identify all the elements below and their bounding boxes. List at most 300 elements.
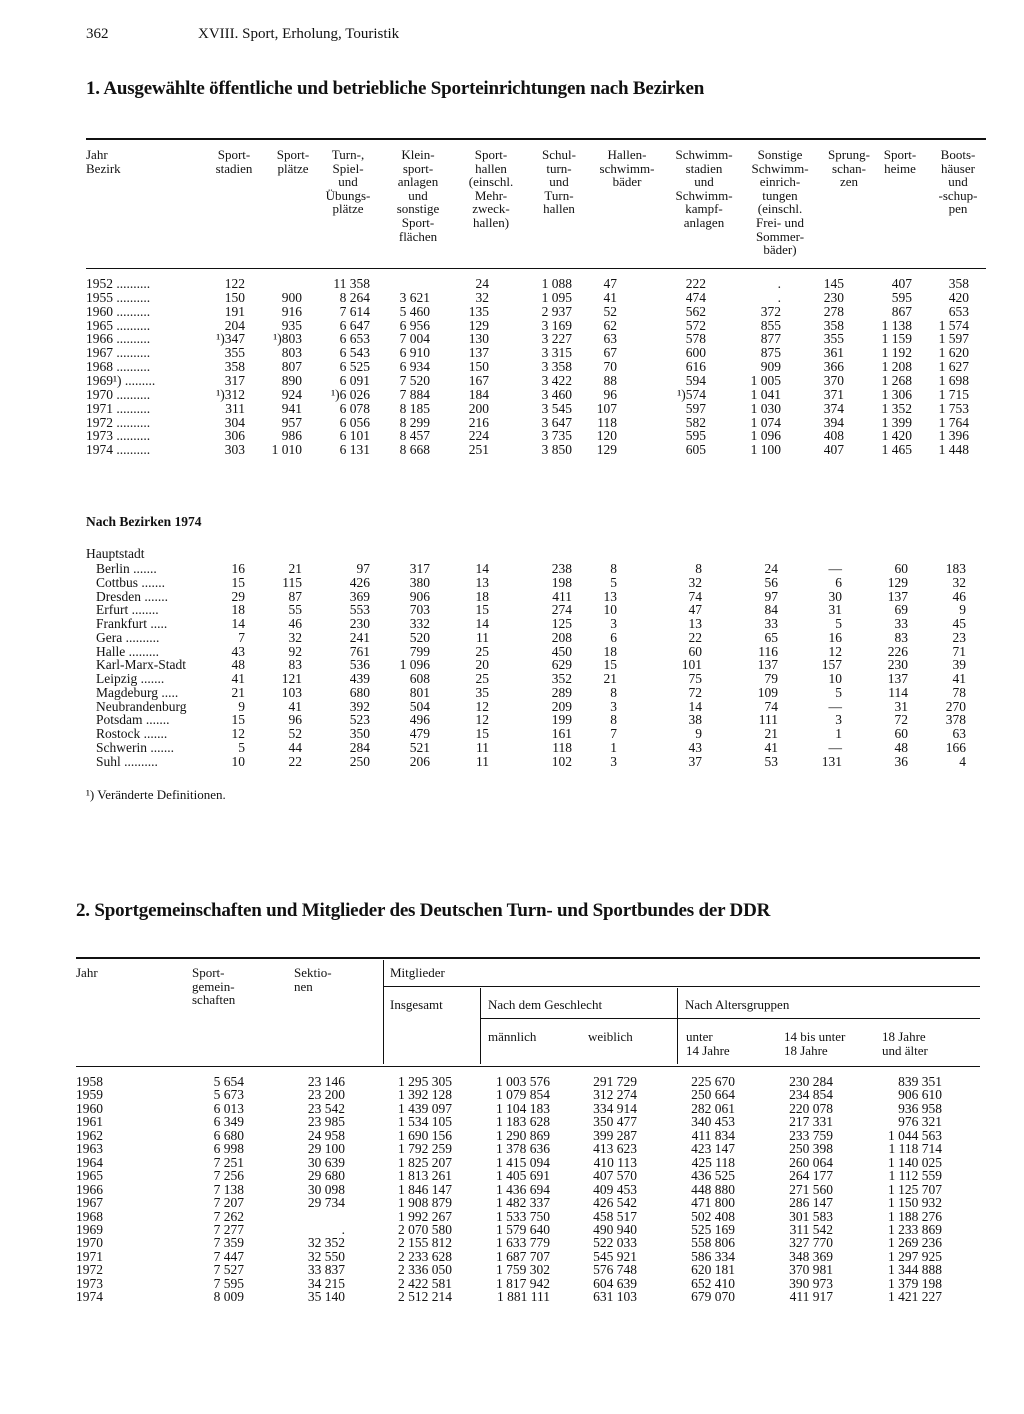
t2-row-year: 1964 — [76, 1154, 103, 1170]
t2-cell: 225 670 — [691, 1074, 735, 1089]
t1-year-cell: 8 668 — [399, 442, 430, 458]
t2-cell: 220 078 — [789, 1100, 833, 1116]
t1-year-cell: 803 — [281, 345, 302, 361]
t1-year-cell: 7 884 — [399, 386, 430, 402]
t1-bezirk-cell: 392 — [349, 698, 370, 714]
t1-year-cell: 118 — [597, 414, 617, 430]
t1-year-cell: 924 — [281, 386, 302, 402]
t1-bezirk-cell: 15 — [603, 657, 617, 673]
t2-vline-3 — [677, 988, 678, 1064]
t2-cell: 340 453 — [691, 1114, 735, 1130]
t1-year-cell: 572 — [685, 317, 706, 333]
t1-year-cell: 122 — [224, 276, 245, 291]
t1-year-cell: 358 — [948, 276, 969, 291]
t1-year-cell: 200 — [468, 400, 489, 416]
t1-bezirk-cell: 97 — [764, 588, 778, 604]
t1-year-cell: 374 — [823, 400, 844, 416]
t1-bezirk-cell: 53 — [764, 753, 778, 769]
t2-row-year: 1970 — [76, 1235, 103, 1251]
t2-cell: 7 207 — [213, 1195, 244, 1211]
t1-bezirk-cell: — — [828, 698, 842, 714]
t1-bezirk-cell: 11 — [476, 753, 489, 769]
t2-cell: 1 079 854 — [496, 1087, 550, 1103]
t2-cell: 1 687 707 — [496, 1248, 550, 1264]
t2-cell: 32 352 — [307, 1235, 345, 1251]
t2-cell: 1 908 879 — [398, 1195, 452, 1211]
t1-year-cell: . — [777, 276, 781, 291]
table2-title: 2. Sportgemeinschaften und Mitglieder des Deutschen Turn- und Sportbundes der DDR — [76, 900, 771, 921]
t2-cell: 230 284 — [789, 1074, 833, 1089]
t1-year-cell: 70 — [603, 359, 617, 375]
t1-bezirk-cell: 48 — [231, 657, 245, 673]
t1-year-cell: 361 — [823, 345, 844, 361]
t1-bezirk-cell: 11 — [476, 629, 489, 645]
t1-year-row-label: 1973 .......... — [86, 429, 151, 444]
t1-bezirk-cell: 15 — [475, 726, 489, 741]
t1-year-cell: 1 465 — [881, 442, 912, 458]
t1-bezirk-cell: 32 — [952, 574, 966, 590]
t1-bezirk-cell: 29 — [231, 588, 245, 604]
t1-bezirk-cell: 199 — [551, 712, 572, 728]
t1-bezirk-row-label: Gera .......... — [96, 630, 160, 645]
t1-year-cell: 941 — [281, 400, 302, 416]
table2-header-rule — [76, 1066, 980, 1067]
t1-year-cell: 184 — [468, 386, 489, 402]
t2-cell: 250 398 — [789, 1141, 833, 1157]
t2-cell: 471 800 — [691, 1195, 735, 1211]
t2-cell: 7 277 — [213, 1221, 244, 1237]
t1-bezirk-cell: 83 — [288, 657, 302, 673]
t2-cell: 2 336 050 — [398, 1262, 452, 1278]
t1-year-cell: 6 647 — [339, 317, 370, 333]
t2-cell: 7 251 — [213, 1154, 244, 1170]
t1-bezirk-cell: 241 — [349, 629, 370, 645]
t1-year-cell: 145 — [823, 276, 844, 291]
t1-bezirk-cell: 43 — [231, 643, 245, 659]
t1-bezirk-cell: 352 — [551, 671, 572, 686]
t1-bezirk-cell: 72 — [688, 684, 702, 700]
t1-year-cell: 875 — [760, 345, 781, 361]
t2-cell: 24 958 — [307, 1127, 345, 1143]
t2-row-year: 1966 — [76, 1181, 103, 1197]
t2-cell: 7 527 — [213, 1262, 244, 1278]
t2-cell: 1 421 227 — [888, 1289, 942, 1305]
t1-year-cell: 408 — [823, 428, 844, 444]
t1-year-cell: 900 — [281, 289, 302, 305]
t1-bezirk-cell: 15 — [231, 574, 245, 590]
t1-year-cell: 41 — [603, 289, 617, 305]
t1-bezirk-cell: 46 — [288, 616, 302, 631]
t2-cell: 1 392 128 — [398, 1087, 452, 1103]
t1-bezirk-cell: 504 — [409, 698, 430, 714]
t2-vline-1 — [383, 960, 384, 1064]
t2-cell: 631 103 — [593, 1289, 637, 1305]
t2-cell: 1 792 259 — [398, 1141, 452, 1157]
t2-row-year: 1962 — [76, 1127, 103, 1143]
t1-bezirk-cell: 1 096 — [399, 657, 430, 673]
t1-bezirk-cell: 274 — [551, 602, 572, 618]
t1-bezirk-cell: 289 — [551, 684, 572, 700]
t2-cell: 576 748 — [593, 1262, 637, 1278]
t2-cell: 23 146 — [307, 1074, 345, 1089]
t2-cell: 8 009 — [213, 1289, 244, 1305]
t1-bezirk-cell: 608 — [409, 671, 430, 686]
t1-year-row-label: 1974 .......... — [86, 443, 151, 458]
t2-cell: 976 321 — [898, 1114, 942, 1130]
t1-bezirk-cell: 226 — [887, 643, 908, 659]
t1-bezirk-cell: 6 — [610, 629, 617, 645]
t1-year-cell: 67 — [603, 345, 617, 361]
running-header: XVIII. Sport, Erholung, Touristik — [198, 26, 400, 42]
t1-bezirk-cell: 21 — [603, 671, 617, 686]
t1-bezirk-cell: 521 — [409, 739, 430, 755]
t2-cell: 2 070 580 — [398, 1221, 452, 1237]
t2-cell: 301 583 — [789, 1208, 833, 1224]
t1-bezirk-row-label: Potsdam ....... — [96, 713, 170, 728]
t1-bezirk-cell: 65 — [764, 629, 778, 645]
t1-bezirk-cell: 74 — [688, 588, 702, 604]
t1-bezirk-cell: 9 — [695, 726, 702, 741]
t1-bezirk-cell: 1 — [835, 726, 842, 741]
t2-cell: 1 881 111 — [497, 1289, 550, 1305]
t1-year-cell: 1 399 — [881, 414, 912, 430]
t1-bezirk-cell: 83 — [894, 629, 908, 645]
t2-cell: 1 118 714 — [888, 1141, 942, 1157]
t2-cell: 7 262 — [213, 1208, 244, 1224]
t1-year-cell: 1 095 — [541, 289, 572, 305]
t1-bezirk-row-label: Schwerin ....... — [96, 740, 174, 755]
t1-bezirk-cell: 553 — [349, 602, 370, 618]
t2-cell: 2 512 214 — [398, 1289, 452, 1305]
t1-col-header-1: Sport- stadien — [215, 147, 253, 176]
t1-year-cell: 594 — [685, 372, 706, 388]
t1-bezirk-cell: 284 — [349, 739, 370, 755]
t1-bezirk-cell: 14 — [475, 616, 489, 631]
t1-bezirk-cell: 5 — [835, 616, 842, 631]
t1-bezirk-row-label: Halle ......... — [96, 644, 159, 659]
t1-bezirk-row-label: Rostock ....... — [96, 727, 168, 741]
t1-bezirk-cell: 22 — [688, 629, 702, 645]
t1-bezirk-cell: 44 — [288, 739, 302, 755]
t2-cell: 522 033 — [593, 1235, 637, 1251]
t1-bezirk-cell: 426 — [349, 574, 370, 590]
t1-bezirk-cell: 12 — [828, 643, 842, 659]
t1-year-cell: 3 735 — [541, 428, 572, 444]
t1-year-cell: 595 — [685, 428, 706, 444]
t1-bezirk-cell: 479 — [409, 726, 430, 741]
t2-cell: 1 534 105 — [398, 1114, 452, 1130]
t1-year-cell: ¹)312 — [216, 386, 245, 402]
t1-year-cell: 855 — [760, 317, 781, 333]
t1-col-header-7: Hallen- schwimm- bäder — [599, 147, 655, 190]
t2-cell: 411 834 — [691, 1127, 735, 1143]
t2-cell: 458 517 — [593, 1208, 637, 1224]
t2-cell: 370 981 — [789, 1262, 833, 1278]
t2-cell: 1 405 691 — [496, 1168, 550, 1184]
t1-bezirk-cell: 18 — [603, 643, 617, 659]
t2-col-unter14: unter 14 Jahre — [686, 1029, 730, 1058]
t1-year-cell: 303 — [224, 442, 245, 458]
t2-cell: 1 183 628 — [496, 1114, 550, 1130]
t1-year-cell: 6 934 — [399, 359, 430, 375]
t1-bezirk-row-label: Karl-Marx-Stadt — [96, 658, 186, 673]
t1-year-cell: 8 457 — [399, 428, 430, 444]
t1-year-cell: 224 — [468, 428, 489, 444]
t1-year-cell: 304 — [224, 414, 245, 430]
t1-col-header-5: Sport- hallen (einschl. Mehr- zweck- hallen) — [468, 147, 514, 230]
t1-year-cell: 1 448 — [938, 442, 969, 458]
t1-bezirk-cell: 5 — [238, 739, 245, 755]
t1-year-cell: 3 422 — [541, 372, 572, 388]
t1-year-cell: 371 — [823, 386, 844, 402]
t1-bezirk-cell: 46 — [952, 588, 966, 604]
t2-vline-2 — [480, 988, 481, 1064]
t1-bezirk-cell: 101 — [681, 657, 702, 673]
t1-bezirk-cell: 37 — [688, 753, 702, 769]
t1-bezirk-cell: 41 — [764, 739, 778, 755]
t2-cell: 413 623 — [593, 1141, 637, 1157]
t1-bezirk-cell: 439 — [349, 671, 370, 686]
t2-cell: 2 422 581 — [398, 1275, 452, 1291]
t1-bezirk-cell: 906 — [409, 588, 430, 604]
t2-cell: 334 914 — [593, 1100, 637, 1116]
t2-cell: 29 100 — [307, 1141, 345, 1157]
t2-cell: 1 533 750 — [496, 1208, 550, 1224]
t2-cell: 1 817 942 — [496, 1275, 550, 1291]
t1-year-cell: 605 — [685, 442, 706, 458]
t1-bezirk-row-label: Frankfurt ..... — [96, 617, 168, 631]
t2-cell: 1 846 147 — [398, 1181, 452, 1197]
t1-year-cell: 6 078 — [339, 400, 370, 416]
page-number: 362 — [86, 26, 109, 42]
t1-year-cell: 3 647 — [541, 414, 572, 430]
t1-bezirk-cell: 97 — [356, 561, 370, 576]
t1-year-cell: 578 — [685, 331, 706, 347]
t1-year-cell: 407 — [823, 442, 844, 458]
t1-year-cell: 1 030 — [750, 400, 781, 416]
t2-cell: 1 992 267 — [398, 1208, 452, 1224]
t2-cell: 410 113 — [593, 1154, 637, 1170]
t1-bezirk-cell: — — [828, 739, 842, 755]
t2-cell: 33 837 — [307, 1262, 345, 1278]
t2-cell: 407 570 — [593, 1168, 637, 1184]
t1-year-cell: 317 — [224, 372, 245, 388]
hauptstadt-label: Hauptstadt — [86, 546, 145, 561]
t2-row-year: 1969 — [76, 1221, 103, 1237]
t1-bezirk-cell: 72 — [894, 712, 908, 728]
t1-year-cell: 88 — [603, 372, 617, 388]
t1-bezirk-cell: 411 — [552, 588, 572, 604]
t1-year-cell: 6 956 — [399, 317, 430, 333]
t1-year-cell: 24 — [475, 276, 489, 291]
t1-col-header-4: Klein- sport- anlagen und sonstige Sport- flächen — [396, 147, 440, 244]
t1-bezirk-cell: 3 — [610, 698, 617, 714]
t2-col-nach-geschlecht: Nach dem Geschlecht — [488, 997, 603, 1012]
t1-year-cell: 11 358 — [333, 276, 370, 291]
t1-bezirk-row-label: Berlin ....... — [96, 562, 157, 576]
t2-cell: 312 274 — [593, 1087, 637, 1103]
t1-bezirk-cell: 206 — [409, 753, 430, 769]
t1-year-cell: ¹)574 — [677, 386, 706, 402]
t1-bezirk-cell: 12 — [475, 698, 489, 714]
t1-year-cell: 167 — [468, 372, 489, 388]
t1-bezirk-cell: 75 — [688, 671, 702, 686]
t2-cell: 525 169 — [691, 1221, 735, 1237]
t2-cell: 620 181 — [691, 1262, 735, 1278]
t1-year-cell: 600 — [685, 345, 706, 361]
t1-bezirk-cell: 137 — [887, 588, 908, 604]
t1-bezirk-cell: 3 — [835, 712, 842, 728]
t1-bezirk-row-label: Dresden ....... — [96, 589, 168, 604]
t1-year-cell: 1 208 — [881, 359, 912, 375]
t1-bezirk-cell: 52 — [288, 726, 302, 741]
t2-cell: 234 854 — [789, 1087, 833, 1103]
t1-bezirk-cell: 166 — [945, 739, 966, 755]
t2-cell: 1 690 156 — [398, 1127, 452, 1143]
t1-col-header-8: Schwimm- stadien und Schwimm- kampf- anlagen — [675, 147, 733, 230]
t2-cell: 7 256 — [213, 1168, 244, 1184]
t1-year-cell: 867 — [891, 303, 912, 319]
t1-bezirk-cell: 35 — [475, 684, 489, 700]
t1-year-cell: 3 460 — [541, 386, 572, 402]
t1-year-cell: 3 169 — [541, 317, 572, 333]
t1-bezirk-row-label: Erfurt ........ — [96, 603, 159, 618]
t2-cell: 327 770 — [789, 1235, 833, 1251]
t1-year-row-label: 1971 .......... — [86, 401, 151, 416]
table1-top-rule — [86, 138, 986, 140]
t2-cell: 679 070 — [691, 1289, 735, 1305]
t1-bezirk-cell: 43 — [688, 739, 702, 755]
t1-bezirk-cell: 380 — [409, 574, 430, 590]
t1-bezirk-cell: 629 — [551, 657, 572, 673]
t1-bezirk-cell: 121 — [281, 671, 302, 686]
t1-year-cell: ¹)6 026 — [331, 386, 370, 402]
t2-cell: 558 806 — [691, 1235, 735, 1251]
t2-cell: 545 921 — [593, 1248, 637, 1264]
t1-bezirk-cell: 6 — [835, 574, 842, 590]
t1-bezirk-cell: 21 — [764, 726, 778, 741]
t1-year-cell: 358 — [823, 317, 844, 333]
t1-bezirk-cell: 114 — [888, 684, 908, 700]
t2-cell: 1 233 869 — [888, 1221, 942, 1237]
t1-bezirk-cell: 230 — [887, 657, 908, 673]
t1-year-cell: 957 — [281, 414, 302, 430]
t2-cell: 436 525 — [691, 1168, 735, 1184]
t2-cell: 30 639 — [307, 1154, 345, 1170]
t1-year-cell: 370 — [823, 372, 844, 388]
t1-year-cell: 1 074 — [750, 414, 781, 430]
t1-bezirk-cell: 15 — [475, 602, 489, 618]
t1-bezirk-cell: 18 — [231, 602, 245, 618]
t1-year-cell: 1 627 — [938, 359, 969, 375]
t2-cell: 6 013 — [213, 1100, 244, 1116]
t2-cell: 5 673 — [213, 1087, 244, 1103]
t1-bezirk-cell: 5 — [835, 684, 842, 700]
t1-bezirk-cell: 31 — [828, 602, 842, 618]
t1-year-cell: 653 — [948, 303, 969, 319]
t2-cell: 260 064 — [789, 1154, 833, 1170]
table1-header-rule — [86, 268, 986, 269]
t1-year-cell: 877 — [760, 331, 781, 347]
t1-year-cell: 562 — [685, 303, 706, 319]
t1-bezirk-row-label: Suhl .......... — [96, 754, 158, 769]
t1-bezirk-cell: 332 — [409, 616, 430, 631]
t1-bezirk-cell: 78 — [952, 684, 966, 700]
t2-cell: 264 177 — [789, 1168, 833, 1184]
t2-row-year: 1960 — [76, 1100, 103, 1116]
t1-bezirk-cell: 250 — [349, 753, 370, 769]
t1-year-row-label: 1970 .......... — [86, 387, 151, 402]
t1-col-header-6: Schul- turn- und Turn- hallen — [542, 147, 576, 217]
t1-bezirk-cell: 38 — [688, 712, 702, 728]
t1-bezirk-cell: 25 — [475, 671, 489, 686]
t1-year-cell: 1 420 — [881, 428, 912, 444]
table2-top-rule — [76, 957, 980, 959]
t1-year-cell: 5 460 — [399, 303, 430, 319]
t1-bezirk-cell: 36 — [894, 753, 908, 769]
t1-bezirk-cell: 8 — [610, 712, 617, 728]
t2-row-year: 1959 — [76, 1087, 103, 1103]
t2-col-mitglieder: Mitglieder — [390, 965, 445, 980]
t1-year-cell: 6 543 — [339, 345, 370, 361]
t2-cell: 586 334 — [691, 1248, 735, 1264]
t2-cell: 1 436 694 — [496, 1181, 550, 1197]
t2-cell: 604 639 — [593, 1275, 637, 1291]
t2-col-14bis18: 14 bis unter 18 Jahre — [784, 1029, 846, 1058]
t1-year-cell: 1 753 — [938, 400, 969, 416]
t1-year-cell: 32 — [475, 289, 489, 305]
t2-cell: 906 610 — [898, 1087, 942, 1103]
t1-bezirk-cell: 230 — [349, 616, 370, 631]
t2-cell: 34 215 — [307, 1275, 345, 1291]
t1-bezirk-cell: 270 — [945, 698, 966, 714]
t1-year-cell: 3 545 — [541, 400, 572, 416]
t2-cell: 217 331 — [789, 1114, 833, 1130]
t1-bezirk-cell: 536 — [349, 657, 370, 673]
t2-col-insgesamt: Insgesamt — [390, 997, 443, 1012]
t2-cell: 233 759 — [789, 1127, 833, 1143]
t1-year-cell: 916 — [281, 303, 302, 319]
t1-bezirk-cell: 116 — [758, 643, 778, 659]
t1-year-cell: 7 520 — [399, 372, 430, 388]
t2-row-year: 1973 — [76, 1275, 103, 1291]
t1-col-header-3: Turn-, Spiel- und Übungs- plätze — [325, 147, 371, 217]
t1-year-cell: 1 396 — [938, 428, 969, 444]
t1-year-cell: 355 — [224, 345, 245, 361]
t2-cell: 1 759 302 — [496, 1262, 550, 1278]
t2-cell: 1 579 640 — [496, 1221, 550, 1237]
t2-cell: 250 664 — [691, 1087, 735, 1103]
t1-year-cell: 1 597 — [938, 331, 969, 347]
t1-bezirk-cell: 496 — [409, 712, 430, 728]
t2-col-weiblich: weiblich — [588, 1029, 633, 1044]
t2-cell: 291 729 — [593, 1074, 637, 1089]
t1-bezirk-cell: 10 — [603, 602, 617, 618]
t1-year-cell: 3 621 — [399, 289, 430, 305]
t2-cell: 32 550 — [307, 1248, 345, 1264]
t1-bezirk-cell: 13 — [688, 616, 702, 631]
t1-bezirk-cell: 13 — [603, 588, 617, 604]
t2-row-year: 1961 — [76, 1114, 103, 1130]
t1-bezirk-cell: 60 — [688, 643, 702, 659]
t1-bezirk-cell: 8 — [610, 684, 617, 700]
t1-bezirk-cell: 1 — [610, 739, 617, 755]
t2-cell: 5 654 — [213, 1074, 244, 1089]
t1-year-cell: 595 — [891, 289, 912, 305]
t1-bezirk-cell: 92 — [288, 643, 302, 659]
t1-bezirk-cell: 39 — [952, 657, 966, 673]
t1-bezirk-cell: 14 — [475, 561, 489, 576]
